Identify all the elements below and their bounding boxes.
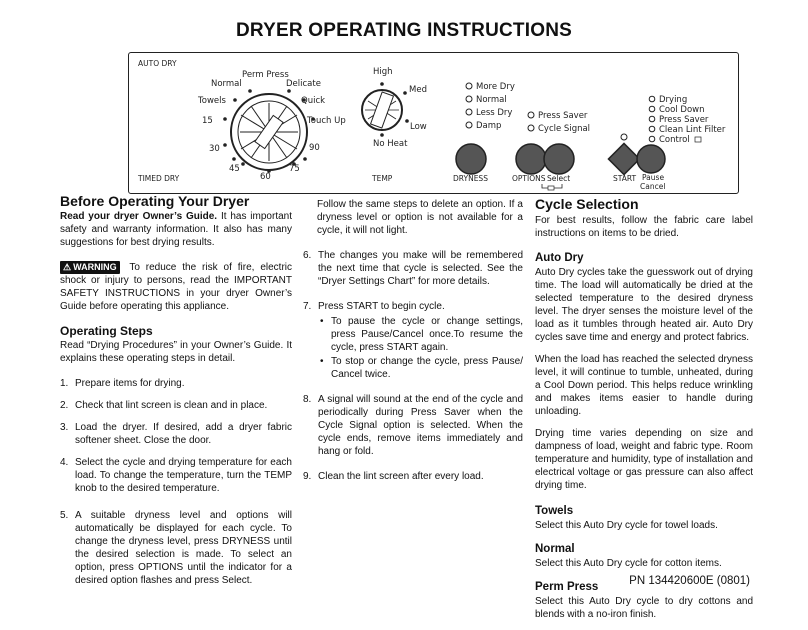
pause-caption: Pause (642, 173, 665, 182)
auto-dry-heading: Auto Dry (535, 252, 584, 264)
temp-knob[interactable] (362, 90, 402, 130)
column-steps-continued (303, 198, 523, 492)
warning-badge (60, 261, 120, 274)
warning-label: WARNING (73, 262, 117, 272)
dial-label-delicate: Delicate (286, 79, 321, 89)
bullet-pause: • To pause the cycle or change settings, press Pause/Cancel once.To resume the cycle, press START again. (318, 315, 523, 354)
warning-triangle-icon: ⚠ (63, 262, 72, 272)
control-lock-icon (695, 137, 701, 142)
dial-label-touch-up: Touch Up (307, 116, 346, 126)
dryness-caption: DRYNESS (453, 174, 488, 183)
status-clean-lint-filter: Clean Lint Filter (659, 125, 726, 135)
temp-label-low: Low (410, 122, 427, 132)
control-panel (128, 52, 739, 194)
operating-steps-heading: Operating Steps (60, 324, 153, 338)
part-number: PN 134420600E (0801) (629, 575, 750, 587)
select-button[interactable] (544, 144, 574, 174)
cycle-dial[interactable] (231, 94, 307, 170)
status-control: Control (659, 135, 690, 145)
dryness-normal: Normal (476, 95, 507, 105)
dial-label-quick: Quick (301, 96, 326, 106)
start-caption: START (613, 174, 637, 183)
normal-heading: Normal (535, 543, 575, 555)
temp-label-no-heat: No Heat (373, 139, 408, 149)
auto-dry-label: AUTO DRY (138, 59, 177, 68)
dryness-less-dry: Less Dry (476, 108, 513, 118)
warning-text: To reduce the risk of fire, electric shock or injury to persons, read the IMPORTANT SAFETY INSTRUCTIONS in your dryer Owner’s Guide before operating this appliance. (60, 262, 292, 312)
dial-label-75: 75 (289, 164, 300, 174)
temp-caption: TEMP (372, 174, 393, 183)
dial-label-towels: Towels (198, 96, 226, 106)
dial-label-90: 90 (309, 143, 320, 153)
status-cool-down: Cool Down (659, 105, 705, 115)
dryness-button[interactable] (456, 144, 486, 174)
operating-steps-intro: Read “Drying Procedures” in your Owner’s Guide. It explains these operating steps in detail. (60, 340, 292, 364)
cancel-caption: Cancel (640, 182, 666, 191)
step-5: 5. A suitable dryness level and options will automatically be displayed for each cycle. To change the dryness level, press DRYNESS until the desired selection is made. To select an option, press OPTIONS until the indicator for a desired option flashes and press Select. (60, 510, 292, 586)
auto-dry-para-3: Drying time varies depending on size and dampness of load, weight and fabric type. Room temperature and humidity, type of installation and electrical voltage or gas pressure can also affect drying time. (535, 428, 753, 491)
section-heading-before-operating: Before Operating Your Dryer (60, 193, 250, 209)
owners-guide-bold: Read your dryer Owner’s Guide. (60, 211, 218, 222)
step-4: 4. Select the cycle and drying temperature for each load. To change the temperature, turn the TEMP knob to the desired temperature. (60, 457, 292, 494)
timed-dry-label: TIMED DRY (138, 174, 180, 183)
perm-press-text: Select this Auto Dry cycle to dry cottons and blends with a no-iron finish. (535, 596, 753, 620)
step-9: 9. Clean the lint screen after every load. (303, 471, 484, 482)
pause-cancel-button[interactable] (637, 145, 665, 173)
status-press-saver: Press Saver (659, 115, 709, 125)
step-1: 1. Prepare items for drying. (60, 378, 185, 389)
status-drying: Drying (659, 95, 688, 105)
temp-label-med: Med (409, 85, 427, 95)
page-title: DRYER OPERATING INSTRUCTIONS (235, 20, 572, 41)
owners-guide-text: It has important safety and warranty information. It also has many suggestions for best drying results. (60, 211, 292, 248)
dryness-more-dry: More Dry (476, 82, 515, 92)
start-button[interactable] (608, 143, 639, 174)
towels-text: Select this Auto Dry cycle for towel loads. (535, 520, 718, 531)
option-cycle-signal: Cycle Signal (538, 124, 591, 134)
step-3: 3. Load the dryer. If desired, add a dryer fabric softener sheet. Close the door. (60, 422, 292, 446)
delete-option-text: Follow the same steps to delete an option. If a dryness level or option is not available for a cycle, it will not light. (317, 199, 523, 236)
dial-label-normal: Normal (211, 79, 242, 89)
temp-label-high: High (373, 67, 393, 77)
dial-label-45: 45 (229, 164, 240, 174)
steps-list-continued (303, 249, 523, 483)
options-caption: OPTIONS (512, 174, 546, 183)
step-7: 7. Press START to begin cycle. • To pause the cycle or change settings, press Pause/Cancel once.To resume the cycle, press START again. • To stop or change the cycle, press Pause/ Cancel twice. (303, 300, 523, 381)
normal-text: Select this Auto Dry cycle for cotton items. (535, 558, 722, 569)
option-press-saver: Press Saver (538, 111, 588, 121)
start-indicator (621, 134, 627, 140)
dial-label-15: 15 (202, 116, 213, 126)
perm-press-heading: Perm Press (535, 581, 599, 593)
select-caption: Select (547, 174, 571, 183)
column-cycle-selection (535, 198, 753, 630)
step-8: 8. A signal will sound at the end of the cycle and periodically during Press Saver when the Cycle Signal option is selected. When the cycle ends, remove items immediately and hang or fold. (303, 394, 523, 457)
step-6: 6. The changes you make will be remembered the next time that cycle is selected. See the “Dryer Settings Chart” for more details. (303, 250, 523, 287)
column-before-operating (60, 195, 292, 596)
auto-dry-para-2: When the load has reached the selected dryness level, it will continue to tumble, unheated, during a Cool Down period. This helps reduce wrinkling and makes items easier to handle during unloading. (535, 354, 753, 417)
dryness-damp: Damp (476, 121, 502, 131)
options-button[interactable] (516, 144, 546, 174)
bullet-stop: • To stop or change the cycle, press Pause/ Cancel twice. (318, 355, 523, 381)
step-2: 2. Check that lint screen is clean and in place. (60, 400, 268, 411)
section-heading-cycle-selection: Cycle Selection (535, 196, 639, 212)
control-panel-drawing (129, 53, 740, 195)
lock-icon (548, 186, 554, 190)
dial-label-perm-press: Perm Press (242, 70, 289, 80)
step-7-bullets (318, 315, 523, 381)
dial-label-60: 60 (260, 172, 271, 182)
dial-label-30: 30 (209, 144, 220, 154)
auto-dry-para-1: Auto Dry cycles take the guesswork out of drying time. The load will automatically be dried at the selected temperature to the desired dryness level. The dryer senses the moisture level of the load as it tumbles through heated air. Auto Dry cycles save time and energy and protect fabrics. (535, 267, 753, 343)
cycle-selection-intro: For best results, follow the fabric care label instructions on items to be dried. (535, 215, 753, 239)
steps-list (60, 377, 292, 587)
towels-heading: Towels (535, 505, 574, 517)
